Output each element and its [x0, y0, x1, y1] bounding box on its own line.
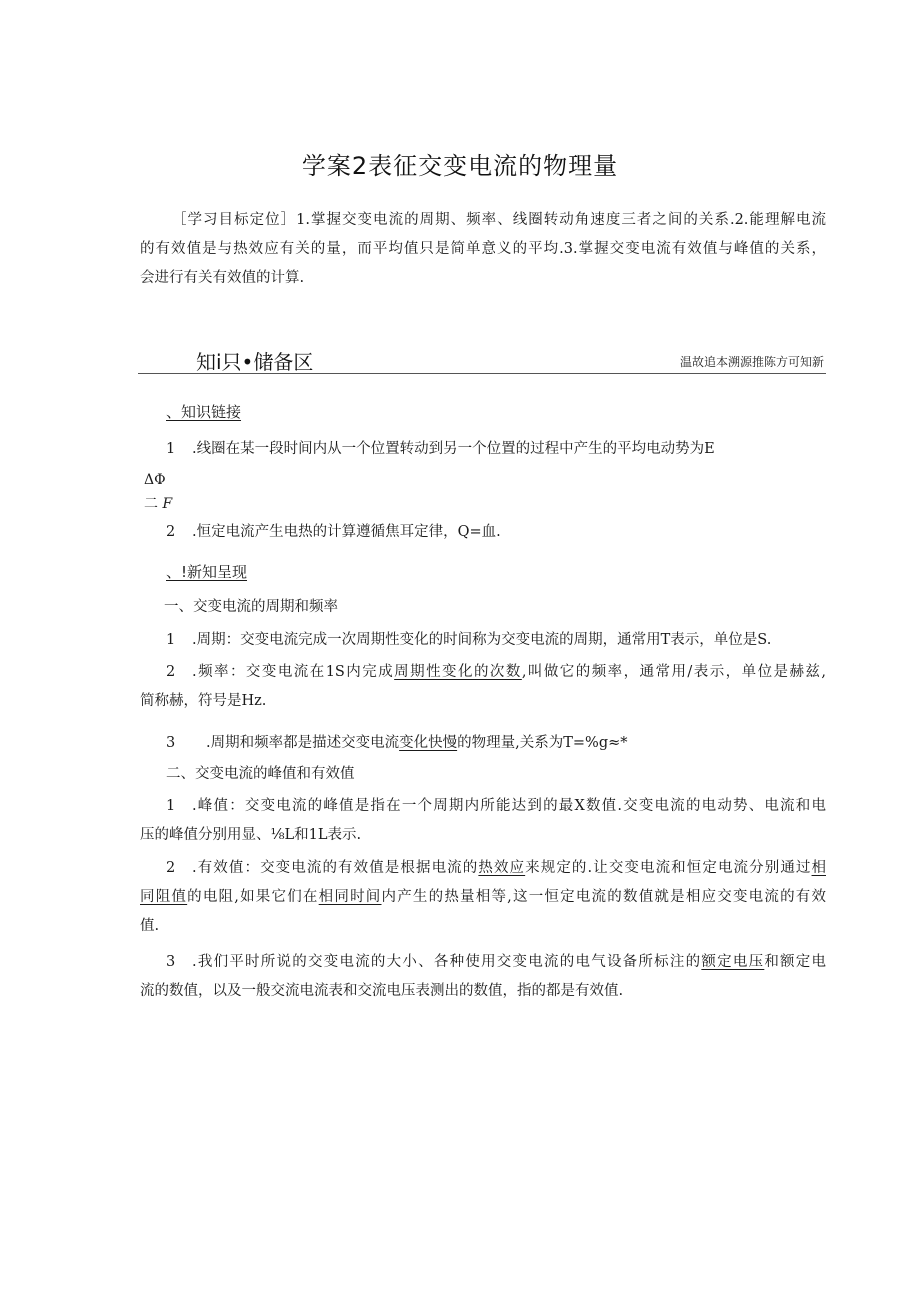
- period-number: 1: [166, 632, 176, 648]
- formula-variable: F: [162, 496, 173, 512]
- goals-line-1: ［学习目标定位］1.掌握交变电流的周期、频率、线圈转动角速度三者之间的关系.2.能理解电流: [172, 212, 826, 228]
- link-item-1: [140, 435, 826, 464]
- link-item-2: [140, 518, 826, 547]
- link-item-2-text: .恒定电流产生电热的计算遵循焦耳定律，Q=血.: [192, 524, 501, 540]
- paragraph-effective: [140, 854, 826, 941]
- formula-denominator: [144, 493, 172, 513]
- frequency-number: 2: [166, 664, 176, 680]
- relation-text-a: .周期和频率都是描述交变电流: [206, 735, 400, 751]
- relation-text-b: 的物理量,关系为T=%g≈*: [457, 735, 628, 751]
- usage-underlined: 额定电压: [701, 954, 765, 970]
- usage-line-2: 流的数值，以及一般交流电流表和交流电压表测出的数值，指的都是有效值.: [140, 983, 624, 999]
- new-knowledge-heading: 、!新知呈现: [166, 563, 248, 581]
- part-1-title: 一、交变电流的周期和频率: [164, 599, 338, 615]
- frequency-line-2: 简称赫，符号是Hz.: [140, 693, 267, 709]
- frequency-text-a: .频率：交变电流在1S内完成: [192, 664, 395, 680]
- effective-text-b: 来规定的.让交变电流和恒定电流分别通过: [525, 860, 812, 876]
- learning-goals: [140, 206, 826, 293]
- link-item-1-text: .线圈在某一段时间内从一个位置转动到另一个位置的过程中产生的平均电动势为E: [192, 441, 715, 457]
- knowledge-link-heading: 、知识链接: [166, 403, 242, 421]
- paragraph-period: [140, 626, 826, 655]
- part-2-heading: [140, 760, 826, 789]
- goals-line-2: 的有效值是与热效应有关的量，而平均值只是简单意义的平均.3.掌握交变电流有效值与峰值的关系，: [140, 241, 826, 257]
- effective-line-3: 值.: [140, 918, 160, 934]
- part-2-title: 二、交变电流的峰值和有效值: [166, 766, 355, 782]
- effective-underlined-same-a: 相: [811, 860, 826, 876]
- paragraph-relation: [140, 729, 826, 758]
- paragraph-peak: [140, 792, 826, 850]
- peak-line-1: .峰值：交变电流的峰值是指在一个周期内所能达到的最X数值.交变电流的电动势、电流和电: [192, 798, 826, 814]
- effective-underlined-heat: 热效应: [478, 860, 526, 876]
- section-title: 知i只•储备区: [196, 350, 314, 374]
- peak-number: 1: [166, 798, 176, 814]
- effective-text-c: 的电阻,如果它们在: [187, 889, 319, 905]
- paragraph-frequency: [140, 658, 826, 716]
- usage-text-b: 和额定电: [764, 954, 826, 970]
- effective-text-a: .有效值：交变电流的有效值是根据电流的: [192, 860, 479, 876]
- peak-line-2: 压的峰值分别用显、⅛L和1L表示.: [140, 827, 362, 843]
- period-text: .周期：交变电流完成一次周期性变化的时间称为交变电流的周期，通常用T表示，单位是S.: [192, 632, 772, 648]
- frequency-underlined: 周期性变化的次数: [394, 664, 522, 680]
- formula-prefix: 二: [144, 496, 158, 512]
- paragraph-usage: [140, 948, 826, 1006]
- effective-underlined-time: 相同时间: [318, 889, 382, 905]
- formula-numerator: ΔΦ: [144, 472, 166, 488]
- link-item-1-number: 1: [166, 441, 176, 457]
- usage-number: 3: [166, 954, 176, 970]
- relation-number: 3: [166, 735, 176, 751]
- goals-line-3: 会进行有关有效值的计算.: [140, 270, 305, 286]
- effective-text-d: 内产生的热量相等,这一恒定电流的数值就是相应交变电流的有效: [381, 889, 826, 905]
- link-item-2-number: 2: [166, 524, 176, 540]
- part-1-heading: [140, 593, 826, 622]
- effective-underlined-same-b: 同阻值: [140, 889, 188, 905]
- relation-underlined: 变化快慢: [399, 735, 458, 751]
- usage-text-a: .我们平时所说的交变电流的大小、各种使用交变电流的电气设备所标注的: [192, 954, 702, 970]
- section-tag: 温故追本溯源推陈方可知新: [679, 355, 824, 369]
- frequency-text-b: ,叫做它的频率，通常用/表示，单位是赫兹,: [521, 664, 826, 680]
- section-divider: [138, 373, 826, 374]
- page-title: 学案2表征交变电流的物理量: [301, 152, 619, 180]
- effective-number: 2: [166, 860, 176, 876]
